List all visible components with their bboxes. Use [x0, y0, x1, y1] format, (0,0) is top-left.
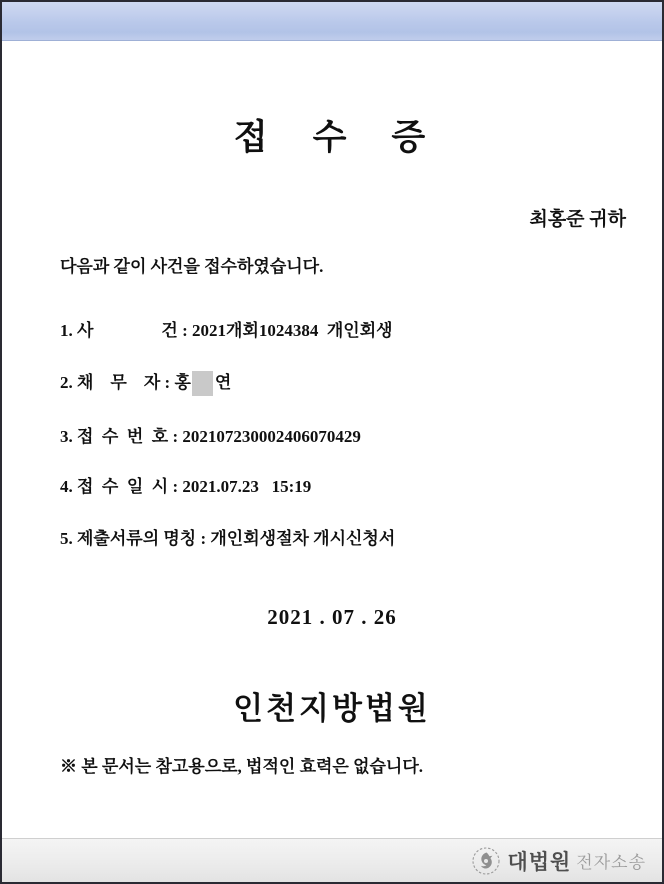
receipt-number-value: 202107230002406070429: [182, 427, 361, 446]
disclaimer-note: ※ 본 문서는 참고용으로, 법적인 효력은 없습니다.: [60, 757, 424, 776]
page-title: 접 수 증: [233, 118, 431, 157]
receipt-datetime-label: 4. 접 수 일 시 :: [60, 477, 183, 496]
footer-bar: [2, 838, 662, 882]
redaction-box: [192, 371, 213, 396]
top-accent-bar: [2, 2, 662, 41]
receipt-number-row: [60, 422, 361, 447]
debtor-label: 2. 채 무 자 :: [60, 373, 175, 392]
submitted-doc-value: 개인회생절차 개시신청서: [210, 529, 396, 548]
logo-service-text: 전자소송: [576, 853, 646, 872]
receipt-number-label: 3. 접 수 번 호 :: [60, 427, 183, 446]
receipt-datetime-row: [60, 472, 311, 497]
supreme-court-seal-icon: [471, 846, 501, 876]
submitted-doc-row: [60, 524, 395, 549]
debtor-row: [60, 368, 231, 397]
logo-court-text: 대법원: [507, 850, 572, 874]
court-name: 인천지방법원: [233, 691, 431, 726]
issue-date: 2021 . 07 . 26: [267, 605, 397, 629]
case-number-value: 2021개회1024384 개인회생: [192, 321, 393, 340]
submitted-doc-label: 5. 제출서류의 명칭 :: [60, 529, 211, 548]
intro-line: 다음과 같이 사건을 접수하였습니다.: [60, 257, 324, 276]
debtor-name-first: 홍: [174, 373, 191, 392]
receipt-datetime-value: 2021.07.23 15:19: [182, 477, 312, 496]
recipient-line: 최홍준 귀하: [529, 209, 626, 230]
debtor-name-last: 연: [214, 373, 232, 392]
case-number-row: [60, 316, 393, 341]
case-number-label: 1. 사 건 :: [60, 321, 193, 340]
